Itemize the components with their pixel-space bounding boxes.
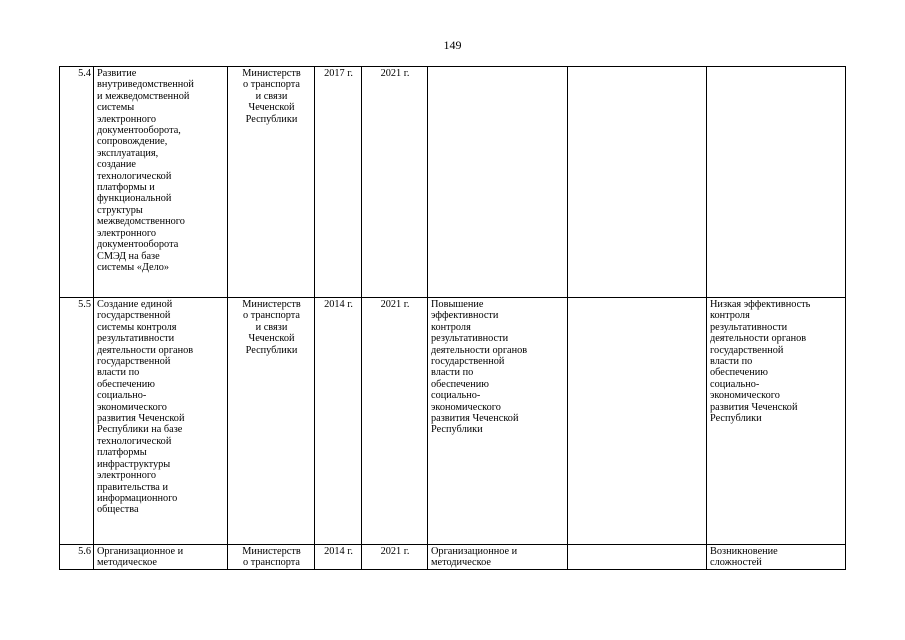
expected-result: Организационное и методическое: [428, 545, 568, 570]
table-row: [60, 67, 846, 298]
consequences: Низкая эффективность контроля результативности деятельности органов государственной власти по обеспечению социально- экономического развития Чеченской Республики: [707, 298, 846, 545]
end-year: 2021 г.: [362, 298, 428, 545]
page-number: 149: [443, 38, 462, 52]
indicators: [568, 67, 707, 298]
table-row: [60, 298, 846, 545]
row-number: 5.5: [60, 298, 94, 545]
indicators: [568, 298, 707, 545]
end-year: 2021 г.: [362, 67, 428, 298]
activity-name: Развитие внутриведомственной и межведомственной системы электронного документооборота, сопровождение, эксплуатация, создание технологической платформы и функциональной структуры межведомственного электронного документооборота СМЭД на базе системы «Дело»: [94, 67, 228, 298]
activity-name: Организационное и методическое: [94, 545, 228, 570]
indicators: [568, 545, 707, 570]
end-year: 2021 г.: [362, 545, 428, 570]
start-year: 2017 г.: [315, 67, 362, 298]
consequences: Возникновение сложностей: [707, 545, 846, 570]
expected-result: [428, 67, 568, 298]
executor: Министерств о транспорта: [228, 545, 315, 570]
start-year: 2014 г.: [315, 545, 362, 570]
activity-name: Создание единой государственной системы контроля результативности деятельности органов государственной власти по обеспечению социально- экономического развития Чеченской Республики на базе технологической платформы инфраструктуры электронного правительства и информационного общества: [94, 298, 228, 545]
expected-result: Повышение эффективности контроля результативности деятельности органов государственной власти по обеспечению социально- экономического развития Чеченской Республики: [428, 298, 568, 545]
table-row: [60, 545, 846, 570]
row-number: 5.4: [60, 67, 94, 298]
program-table: [59, 66, 846, 570]
consequences: [707, 67, 846, 298]
executor: Министерств о транспорта и связи Чеченской Республики: [228, 67, 315, 298]
start-year: 2014 г.: [315, 298, 362, 545]
row-number: 5.6: [60, 545, 94, 570]
executor: Министерств о транспорта и связи Чеченской Республики: [228, 298, 315, 545]
